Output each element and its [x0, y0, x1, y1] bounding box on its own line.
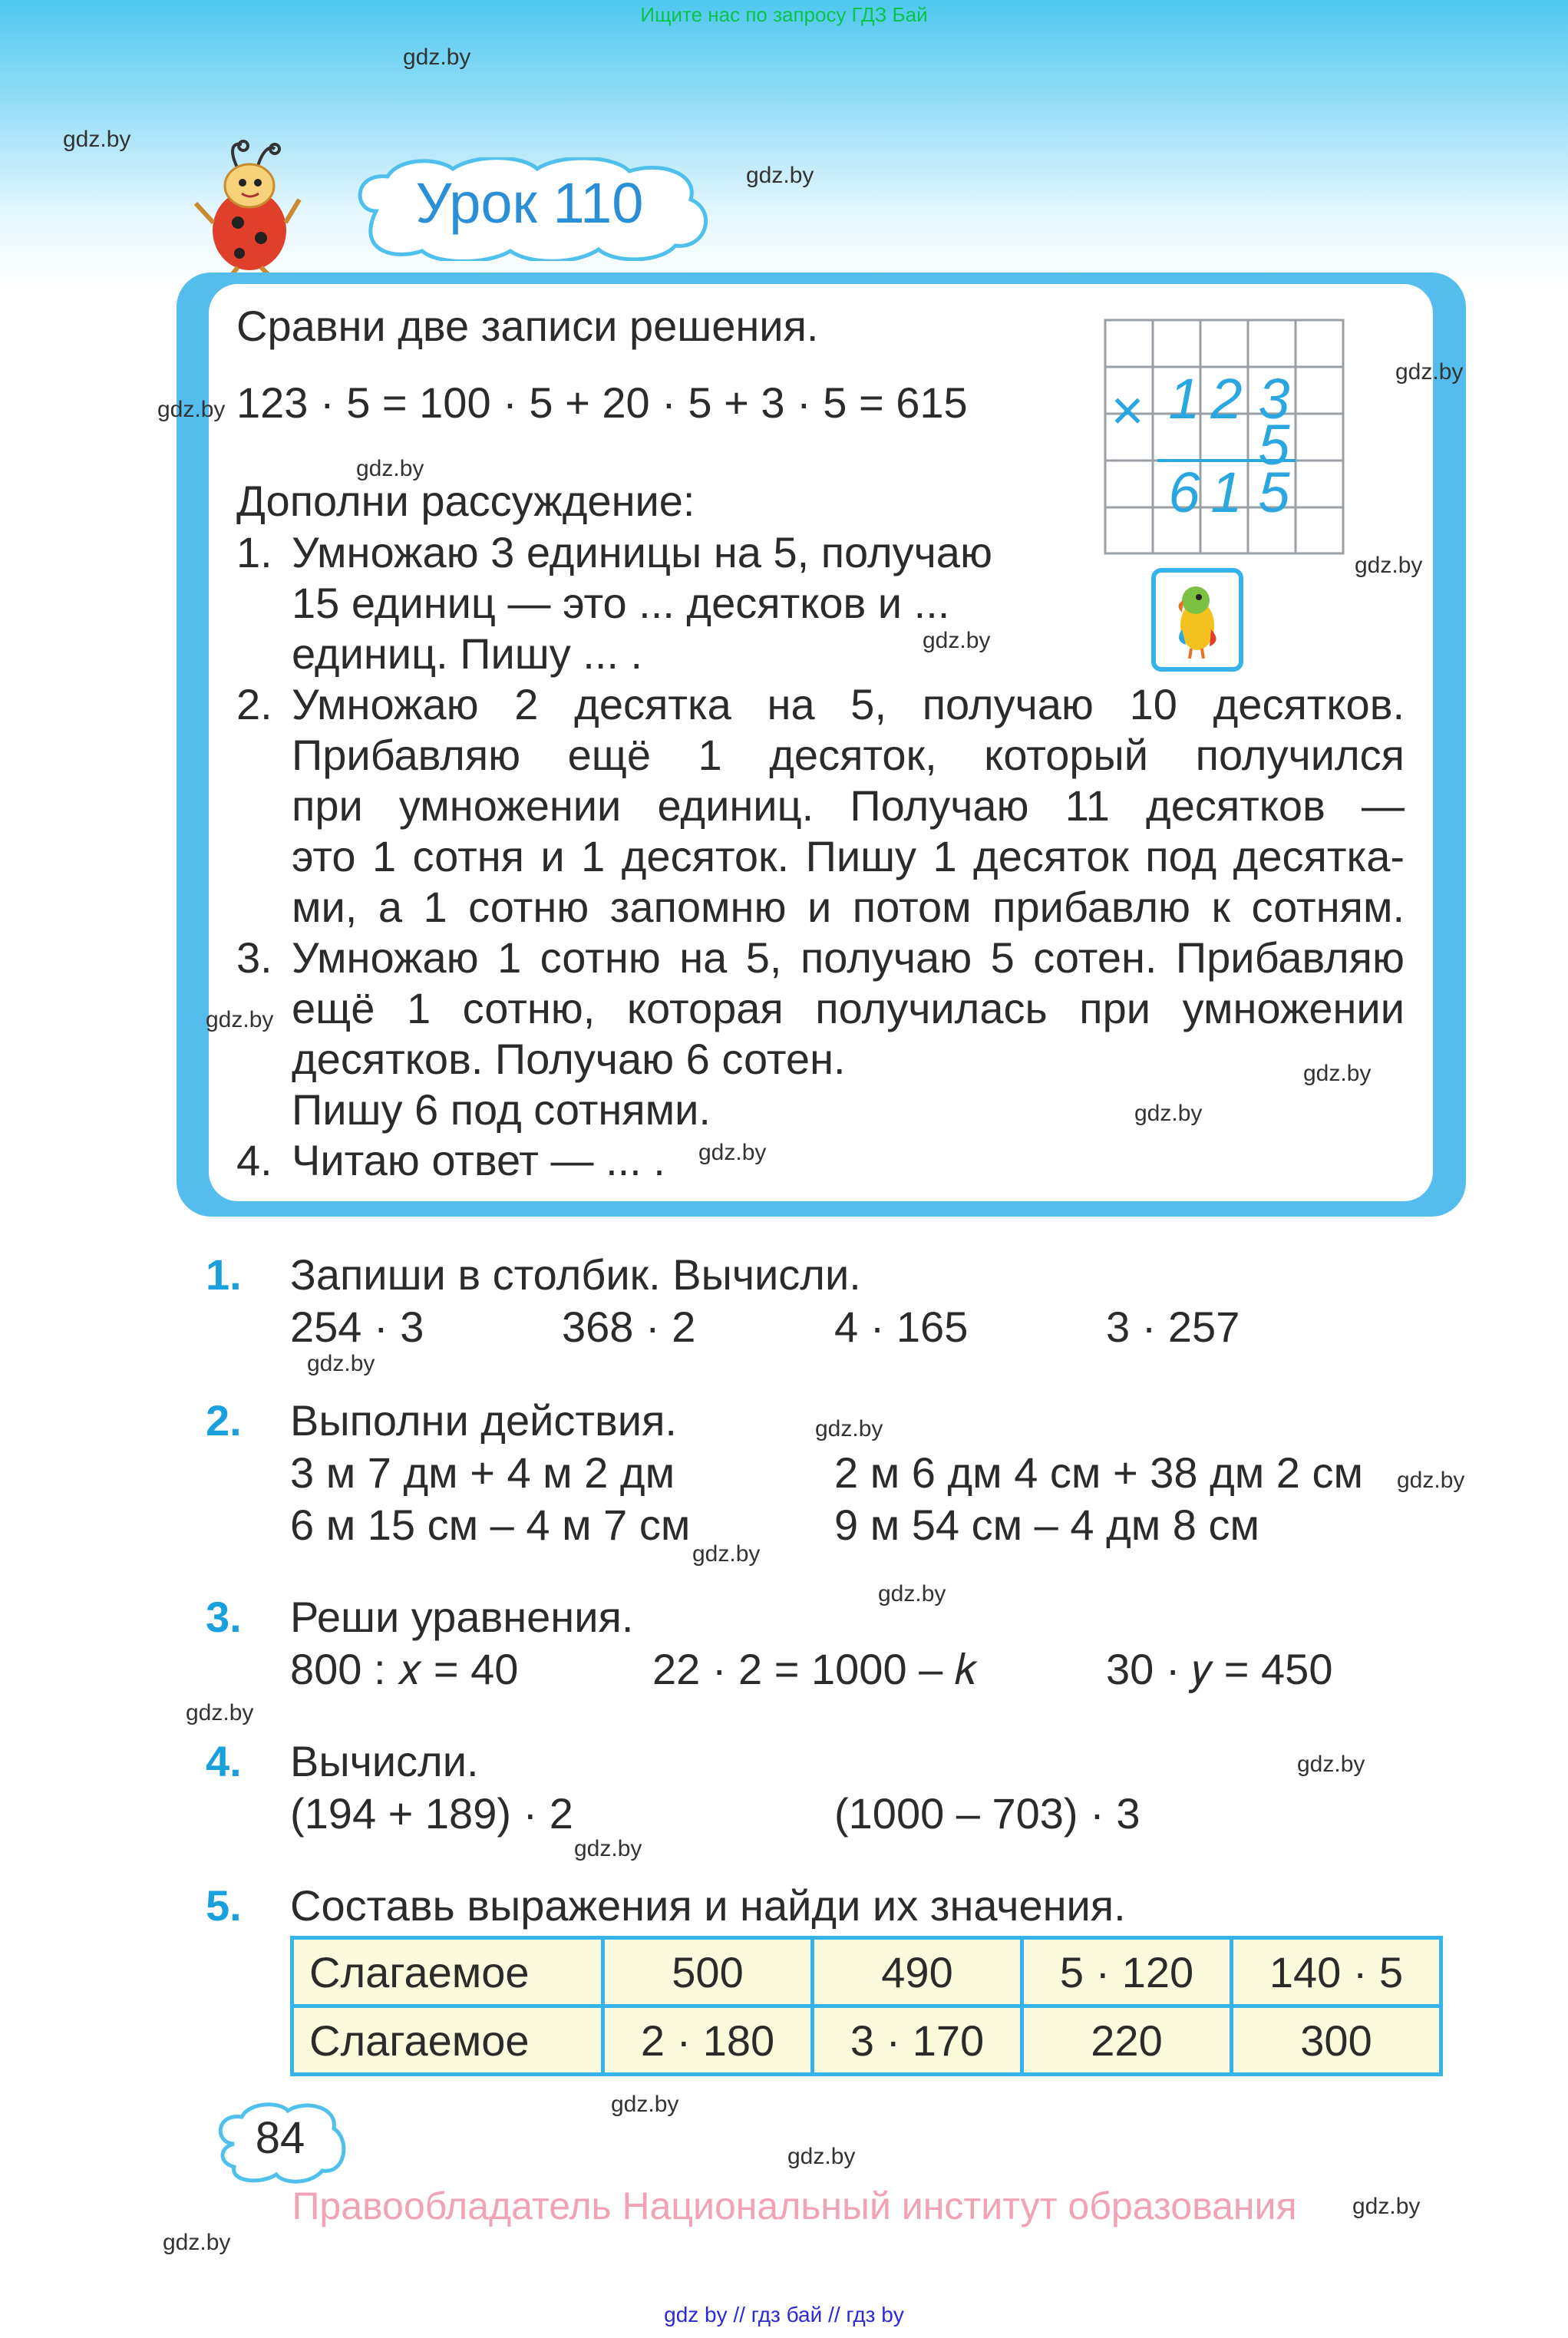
page-number: 84: [255, 2113, 305, 2163]
watermark: gdz.by: [878, 1581, 946, 1607]
grid-digit: 1: [1168, 367, 1200, 431]
task-title: Выполни действия.: [290, 1396, 677, 1445]
task-title: Вычисли.: [290, 1737, 479, 1785]
table-cell: Слагаемое: [292, 2006, 603, 2075]
watermark: gdz.by: [157, 397, 226, 422]
copyright-notice: Правообладатель Национальный институт образования: [292, 2184, 1297, 2227]
table-cell: 220: [1022, 2006, 1232, 2075]
table-cell: 140 · 5: [1232, 1938, 1441, 2006]
item-line: это 1 сотня и 1 десяток. Пишу 1 десяток под десятка-: [292, 832, 1405, 880]
item-line: Прибавляю ещё 1 десяток, который получился: [292, 731, 1405, 779]
task-expression: 2 м 6 дм 4 см + 38 дм 2 см: [834, 1448, 1364, 1497]
watermark: gdz.by: [1355, 553, 1423, 578]
item-line: ещё 1 сотню, которая получилась при умножении: [292, 984, 1405, 1032]
task-expression: (1000 – 703) · 3: [834, 1789, 1141, 1838]
lesson-title: Урок 110: [415, 171, 644, 235]
watermark: gdz.by: [1134, 1101, 1203, 1126]
task-expression: 9 м 54 см – 4 дм 8 см: [834, 1501, 1260, 1549]
grid-digit: 6: [1168, 461, 1200, 524]
item-line: десятков. Получаю 6 сотен.: [292, 1035, 846, 1083]
item-line: Умножаю 2 десятка на 5, получаю 10 десятков.: [292, 680, 1405, 728]
task-expression: 254 · 3: [290, 1303, 424, 1351]
task-title: Запиши в столбик. Вычисли.: [290, 1250, 861, 1299]
watermark: gdz.by: [163, 2230, 231, 2255]
watermark: gdz.by: [356, 456, 424, 481]
watermark: gdz.by: [611, 2092, 679, 2117]
task-title: Реши уравнения.: [290, 1593, 634, 1641]
times-sign: ×: [1110, 378, 1144, 442]
parrot-icon: [1151, 568, 1243, 672]
grid-digit: 5: [1258, 413, 1290, 477]
watermark: gdz.by: [63, 127, 131, 152]
footer-links[interactable]: gdz by // гдз бай // гдз by: [664, 2303, 904, 2326]
grid-digit: 5: [1258, 461, 1290, 524]
watermark: gdz.by: [923, 628, 991, 653]
task-number: 4.: [206, 1737, 242, 1785]
task-number: 2.: [206, 1396, 242, 1445]
task-expression: 6 м 15 см – 4 м 7 см: [290, 1501, 691, 1549]
table-cell: 2 · 180: [603, 2006, 813, 2075]
watermark: gdz.by: [1303, 1061, 1372, 1086]
task-title: Составь выражения и найди их значения.: [290, 1881, 1126, 1930]
watermark: gdz.by: [692, 1541, 761, 1567]
column-multiplication-grid: [1104, 319, 1345, 556]
table-row: [292, 2006, 1441, 2075]
grid-digit: 3: [1258, 367, 1290, 431]
table-cell: 5 · 120: [1022, 1938, 1232, 2006]
item-line: 15 единиц — это ... десятков и ...: [292, 579, 950, 627]
grid-digit: 2: [1210, 367, 1243, 431]
task-expression: 4 · 165: [834, 1303, 969, 1351]
box-title: Сравни две записи решения.: [236, 302, 819, 350]
task-expression: 30 · 𝑦 = 450: [1106, 1645, 1333, 1693]
item-line: Умножаю 3 единицы на 5, получаю: [292, 528, 992, 576]
table-cell: 300: [1232, 2006, 1441, 2075]
watermark: gdz.by: [1352, 2194, 1421, 2219]
watermark: gdz.by: [1297, 1752, 1365, 1777]
task-expression: 3 м 7 дм + 4 м 2 дм: [290, 1448, 675, 1497]
watermark: gdz.by: [574, 1836, 642, 1861]
ladybug-icon: [184, 138, 307, 276]
item-line: Читаю ответ — ... .: [292, 1136, 665, 1184]
task-number: 1.: [206, 1250, 242, 1299]
table-cell: 500: [603, 1938, 813, 2006]
watermark: gdz.by: [206, 1007, 274, 1032]
box-complete-label: Дополни рассуждение:: [236, 477, 695, 525]
task-expression: 800 : 𝑥 = 40: [290, 1645, 519, 1693]
item-line: при умножении единиц. Получаю 11 десятков —: [292, 781, 1405, 830]
task-expression: (194 + 189) · 2: [290, 1789, 573, 1838]
item-line: Умножаю 1 сотню на 5, получаю 5 сотен. Прибавляю: [292, 933, 1405, 982]
task-number: 5.: [206, 1881, 242, 1930]
watermark: gdz.by: [1397, 1468, 1465, 1493]
watermark: gdz.by: [787, 2144, 856, 2169]
table-cell: 3 · 170: [813, 2006, 1022, 2075]
item-line: ми, а 1 сотню запомню и потом прибавлю к сотням.: [292, 883, 1405, 931]
addends-table: [290, 1936, 1443, 2076]
box-equation: 123 · 5 = 100 · 5 + 20 · 5 + 3 · 5 = 615: [236, 378, 968, 427]
task-expression: 3 · 257: [1106, 1303, 1240, 1351]
watermark: gdz.by: [698, 1140, 767, 1165]
top-banner[interactable]: Ищите нас по запросу ГДЗ Бай: [640, 3, 928, 26]
item-line: единиц. Пишу ... .: [292, 629, 643, 678]
grid-digit: 1: [1210, 461, 1243, 524]
item-number: 3.: [236, 933, 272, 982]
task-expression: 22 · 2 = 1000 – 𝑘: [652, 1645, 978, 1693]
watermark: gdz.by: [815, 1416, 883, 1441]
task-expression: 368 · 2: [562, 1303, 696, 1351]
watermark: gdz.by: [403, 45, 471, 70]
table-cell: Слагаемое: [292, 1938, 603, 2006]
item-line: Пишу 6 под сотнями.: [292, 1085, 711, 1134]
watermark: gdz.by: [186, 1700, 254, 1725]
item-number: 2.: [236, 680, 272, 728]
table-cell: 490: [813, 1938, 1022, 2006]
watermark: gdz.by: [307, 1351, 375, 1376]
item-number: 1.: [236, 528, 272, 576]
watermark: gdz.by: [1395, 359, 1464, 385]
task-number: 3.: [206, 1593, 242, 1641]
watermark: gdz.by: [746, 163, 814, 188]
table-row: [292, 1938, 1441, 2006]
item-number: 4.: [236, 1136, 272, 1184]
